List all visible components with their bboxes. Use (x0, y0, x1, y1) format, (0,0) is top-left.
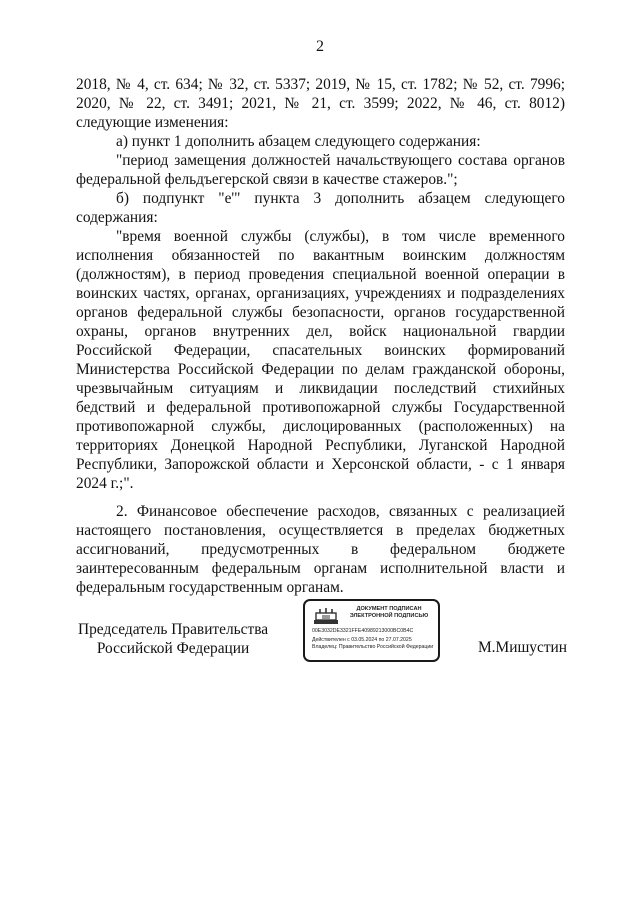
page-number: 2 (316, 38, 324, 55)
stamp-certificate: 00E3032DE3321FFE40989213000BC0B4C (312, 628, 414, 634)
stamp-owner: Владелец: Правительство Российской Федерации (312, 644, 434, 650)
document-body (76, 75, 565, 597)
electronic-signature-stamp (303, 599, 440, 662)
signer-title-line1: Председатель Правительства (78, 621, 269, 638)
signer-name: М.Мишустин (478, 639, 568, 656)
paragraph-quote-b: "время военной службы (службы), в том числе временного исполнения обязанностей по вакантным воинским должностям (должностям), в период проведения специальной военной операции в воинских частях, органах, организациях, учреждениях и подразделениях органов федеральной службы безопасности, органов государственной охраны, органов внутренних дел, войск национальной гвардии Российской Федерации, спасательных воинских формирований Министерства Российской Федерации по делам гражданской обороны, чрезвычайным ситуациям и ликвидации последствий стихийных бедствий и федеральной противопожарной службы Государственной противопожарной службы, дислоцированных (расположенных) на территориях Донецкой Народной Республики, Луганской Народной Республики, Запорожской области и Херсонской области, - с 1 января 2024 г.;". (76, 228, 565, 492)
paragraph-financing: 2. Финансовое обеспечение расходов, связанных с реализацией настоящего постановления, осуществляется в пределах бюджетных ассигнований, предусмотренных в федеральном бюджете заинтересованным федеральным органам исполнительной власти и федеральным государственным органам. (76, 503, 565, 596)
coat-of-arms-icon (313, 607, 339, 625)
paragraph-quote-a: "период замещения должностей начальствующего состава органов федеральной фельдъегерской связи в качестве стажеров."; (76, 152, 565, 188)
stamp-validity: Действителен с 03.05.2024 по 27.07.2025 (312, 637, 412, 643)
stamp-header: ДОКУМЕНТ ПОДПИСАН ЭЛЕКТРОННОЙ ПОДПИСЬЮ (349, 606, 429, 619)
signer-title (78, 620, 268, 658)
paragraph-citation: 2018, № 4, ст. 634; № 32, ст. 5337; 2019, № 15, ст. 1782; № 52, ст. 7996; 2020, № 22, ст. 3491; 2021, № 21, ст. 3599; 2022, № 46, ст. 8012) следующие изменения: (76, 76, 565, 131)
signer-title-line2: Российской Федерации (96, 640, 250, 657)
paragraph-item-b: б) подпункт "е'" пункта 3 дополнить абзацем следующего содержания: (76, 190, 565, 226)
paragraph-item-a: а) пункт 1 дополнить абзацем следующего содержания: (116, 133, 481, 150)
